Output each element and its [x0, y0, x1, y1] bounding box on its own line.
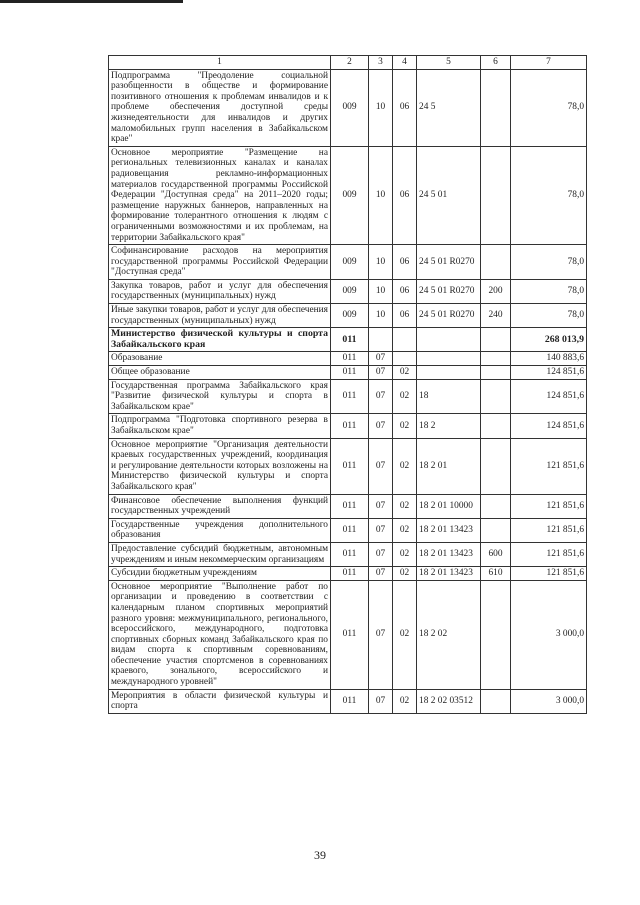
subsection-code: 06 — [393, 69, 417, 146]
ministry-code: 011 — [331, 542, 369, 566]
expense-type-code — [481, 245, 511, 280]
expense-type-code — [481, 366, 511, 380]
amount: 121 851,6 — [511, 567, 587, 581]
subsection-code: 02 — [393, 379, 417, 414]
expense-type-code: 200 — [481, 279, 511, 303]
ministry-code: 009 — [331, 304, 369, 328]
table-row — [109, 352, 587, 366]
row-name: Государственные учреждения дополнительного образования — [109, 518, 331, 542]
target-article-code: 18 2 01 13423 — [417, 542, 481, 566]
target-article-code: 18 2 02 — [417, 580, 481, 689]
subsection-code: 06 — [393, 279, 417, 303]
column-number: 4 — [393, 56, 417, 70]
subsection-code: 06 — [393, 245, 417, 280]
section-code: 10 — [369, 245, 393, 280]
table-row — [109, 580, 587, 689]
ministry-code: 011 — [331, 689, 369, 713]
expense-type-code — [481, 438, 511, 494]
row-name: Государственная программа Забайкальского края "Развитие физической культуры и спорта в Забайкальском крае" — [109, 379, 331, 414]
amount: 140 883,6 — [511, 352, 587, 366]
subsection-code: 02 — [393, 438, 417, 494]
target-article-code: 18 — [417, 379, 481, 414]
section-code: 07 — [369, 352, 393, 366]
target-article-code: 18 2 01 — [417, 438, 481, 494]
amount: 121 851,6 — [511, 438, 587, 494]
section-code: 10 — [369, 69, 393, 146]
row-name: Общее образование — [109, 366, 331, 380]
amount: 124 851,6 — [511, 366, 587, 380]
target-article-code — [417, 352, 481, 366]
subsection-code: 02 — [393, 414, 417, 438]
table-row — [109, 146, 587, 244]
table-row — [109, 279, 587, 303]
ministry-code: 011 — [331, 366, 369, 380]
row-name: Подпрограмма "Преодоление социальной разобщенности в обществе и формирование позитивного отношения к проблемам инвалидов и к проблеме обеспечения доступной среды жизнедеятельности для инвалидов и других маломобильных групп населения в Забайкальском крае" — [109, 69, 331, 146]
ministry-code: 011 — [331, 328, 369, 352]
target-article-code: 18 2 01 10000 — [417, 494, 481, 518]
row-name: Подпрограмма "Подготовка спортивного резерва в Забайкальском крае" — [109, 414, 331, 438]
table-row — [109, 438, 587, 494]
target-article-code: 18 2 01 13423 — [417, 567, 481, 581]
subsection-code: 02 — [393, 518, 417, 542]
budget-table — [108, 55, 587, 714]
row-name: Предоставление субсидий бюджетным, автономным учреждениям и иным некоммерческим организациям — [109, 542, 331, 566]
amount: 121 851,6 — [511, 518, 587, 542]
expense-type-code — [481, 689, 511, 713]
table-row — [109, 245, 587, 280]
section-code: 07 — [369, 414, 393, 438]
expense-type-code — [481, 580, 511, 689]
amount: 124 851,6 — [511, 379, 587, 414]
amount: 3 000,0 — [511, 580, 587, 689]
section-code: 07 — [369, 689, 393, 713]
ministry-code: 011 — [331, 518, 369, 542]
subsection-code: 02 — [393, 689, 417, 713]
subsection-code: 02 — [393, 494, 417, 518]
amount: 124 851,6 — [511, 414, 587, 438]
target-article-code: 18 2 02 03512 — [417, 689, 481, 713]
expense-type-code: 240 — [481, 304, 511, 328]
expense-type-code — [481, 379, 511, 414]
amount: 3 000,0 — [511, 689, 587, 713]
row-name: Образование — [109, 352, 331, 366]
amount: 78,0 — [511, 245, 587, 280]
section-code: 07 — [369, 567, 393, 581]
target-article-code — [417, 366, 481, 380]
section-code: 07 — [369, 366, 393, 380]
subsection-code: 06 — [393, 304, 417, 328]
target-article-code: 24 5 01 — [417, 146, 481, 244]
amount: 78,0 — [511, 304, 587, 328]
row-name: Субсидии бюджетным учреждениям — [109, 567, 331, 581]
page-number: 39 — [314, 848, 326, 862]
ministry-code: 011 — [331, 567, 369, 581]
subsection-code: 02 — [393, 542, 417, 566]
amount: 78,0 — [511, 279, 587, 303]
row-name: Софинансирование расходов на мероприятия государственной программы Российской Федерации "Доступная среда" — [109, 245, 331, 280]
target-article-code: 24 5 01 R0270 — [417, 245, 481, 280]
target-article-code: 24 5 — [417, 69, 481, 146]
amount: 268 013,9 — [511, 328, 587, 352]
amount: 121 851,6 — [511, 494, 587, 518]
ministry-code: 011 — [331, 494, 369, 518]
target-article-code: 24 5 01 R0270 — [417, 279, 481, 303]
section-code: 07 — [369, 438, 393, 494]
amount: 121 851,6 — [511, 542, 587, 566]
section-code: 07 — [369, 379, 393, 414]
table-row — [109, 366, 587, 380]
column-number: 7 — [511, 56, 587, 70]
target-article-code: 24 5 01 R0270 — [417, 304, 481, 328]
subsection-code — [393, 352, 417, 366]
row-name: Основное мероприятие "Выполнение работ по организации и проведению в соответствии с календарным планом спортивных мероприятий разного уровня: межмуниципального, регионального, всероссийского, международного, подготовка спортивных сборных команд Забайкальского края по видам спорта к спортивным соревнованиям, обеспечение участия спортсменов в соревнованиях краевого, зонального, всероссийского и международного уровней" — [109, 580, 331, 689]
subsection-code — [393, 328, 417, 352]
ministry-code: 009 — [331, 146, 369, 244]
table-row — [109, 328, 587, 352]
row-name: Министерство физической культуры и спорта Забайкальского края — [109, 328, 331, 352]
ministry-code: 011 — [331, 580, 369, 689]
table-row — [109, 69, 587, 146]
column-number: 5 — [417, 56, 481, 70]
section-code: 10 — [369, 279, 393, 303]
column-number: 2 — [331, 56, 369, 70]
table-row — [109, 379, 587, 414]
amount: 78,0 — [511, 146, 587, 244]
expense-type-code — [481, 518, 511, 542]
ministry-code: 009 — [331, 279, 369, 303]
row-name: Мероприятия в области физической культуры и спорта — [109, 689, 331, 713]
expense-type-code: 600 — [481, 542, 511, 566]
table-row — [109, 414, 587, 438]
subsection-code: 02 — [393, 580, 417, 689]
ministry-code: 011 — [331, 379, 369, 414]
column-number: 6 — [481, 56, 511, 70]
ministry-code: 011 — [331, 352, 369, 366]
table-row — [109, 689, 587, 713]
ministry-code: 011 — [331, 438, 369, 494]
expense-type-code — [481, 69, 511, 146]
subsection-code: 06 — [393, 146, 417, 244]
table-row — [109, 518, 587, 542]
target-article-code: 18 2 01 13423 — [417, 518, 481, 542]
ministry-code: 011 — [331, 414, 369, 438]
section-code: 07 — [369, 494, 393, 518]
row-name: Финансовое обеспечение выполнения функций государственных учреждений — [109, 494, 331, 518]
target-article-code: 18 2 — [417, 414, 481, 438]
section-code: 07 — [369, 518, 393, 542]
section-code: 10 — [369, 304, 393, 328]
ministry-code: 009 — [331, 69, 369, 146]
row-name: Иные закупки товаров, работ и услуг для обеспечения государственных (муниципальных) нужд — [109, 304, 331, 328]
row-name: Основное мероприятие "Организация деятельности краевых государственных учреждений, координация и регулирование деятельности которых возложены на Министерство физической культуры и спорта Забайкальского края" — [109, 438, 331, 494]
expense-type-code — [481, 352, 511, 366]
section-code — [369, 328, 393, 352]
table-row — [109, 494, 587, 518]
amount: 78,0 — [511, 69, 587, 146]
expense-type-code: 610 — [481, 567, 511, 581]
expense-type-code — [481, 414, 511, 438]
target-article-code — [417, 328, 481, 352]
table-header-row — [109, 56, 587, 70]
row-name: Основное мероприятие "Размещение на региональных телевизионных каналах и каналах радиовещания рекламно-информационных материалов государственной программы Российской Федерации "Доступная среда" на 2011–2020 годы; размещение наружных баннеров, направленных на формирование толерантного отношения к людям с ограниченными возможностями и их проблемам, на территории Забайкальского края" — [109, 146, 331, 244]
ministry-code: 009 — [331, 245, 369, 280]
table-row — [109, 304, 587, 328]
expense-type-code — [481, 328, 511, 352]
subsection-code: 02 — [393, 366, 417, 380]
row-name: Закупка товаров, работ и услуг для обеспечения государственных (муниципальных) нужд — [109, 279, 331, 303]
header-rule — [0, 0, 183, 3]
section-code: 10 — [369, 146, 393, 244]
table-row — [109, 567, 587, 581]
section-code: 07 — [369, 542, 393, 566]
expense-type-code — [481, 146, 511, 244]
table-row — [109, 542, 587, 566]
section-code: 07 — [369, 580, 393, 689]
expense-type-code — [481, 494, 511, 518]
column-number: 3 — [369, 56, 393, 70]
column-number: 1 — [109, 56, 331, 70]
subsection-code: 02 — [393, 567, 417, 581]
